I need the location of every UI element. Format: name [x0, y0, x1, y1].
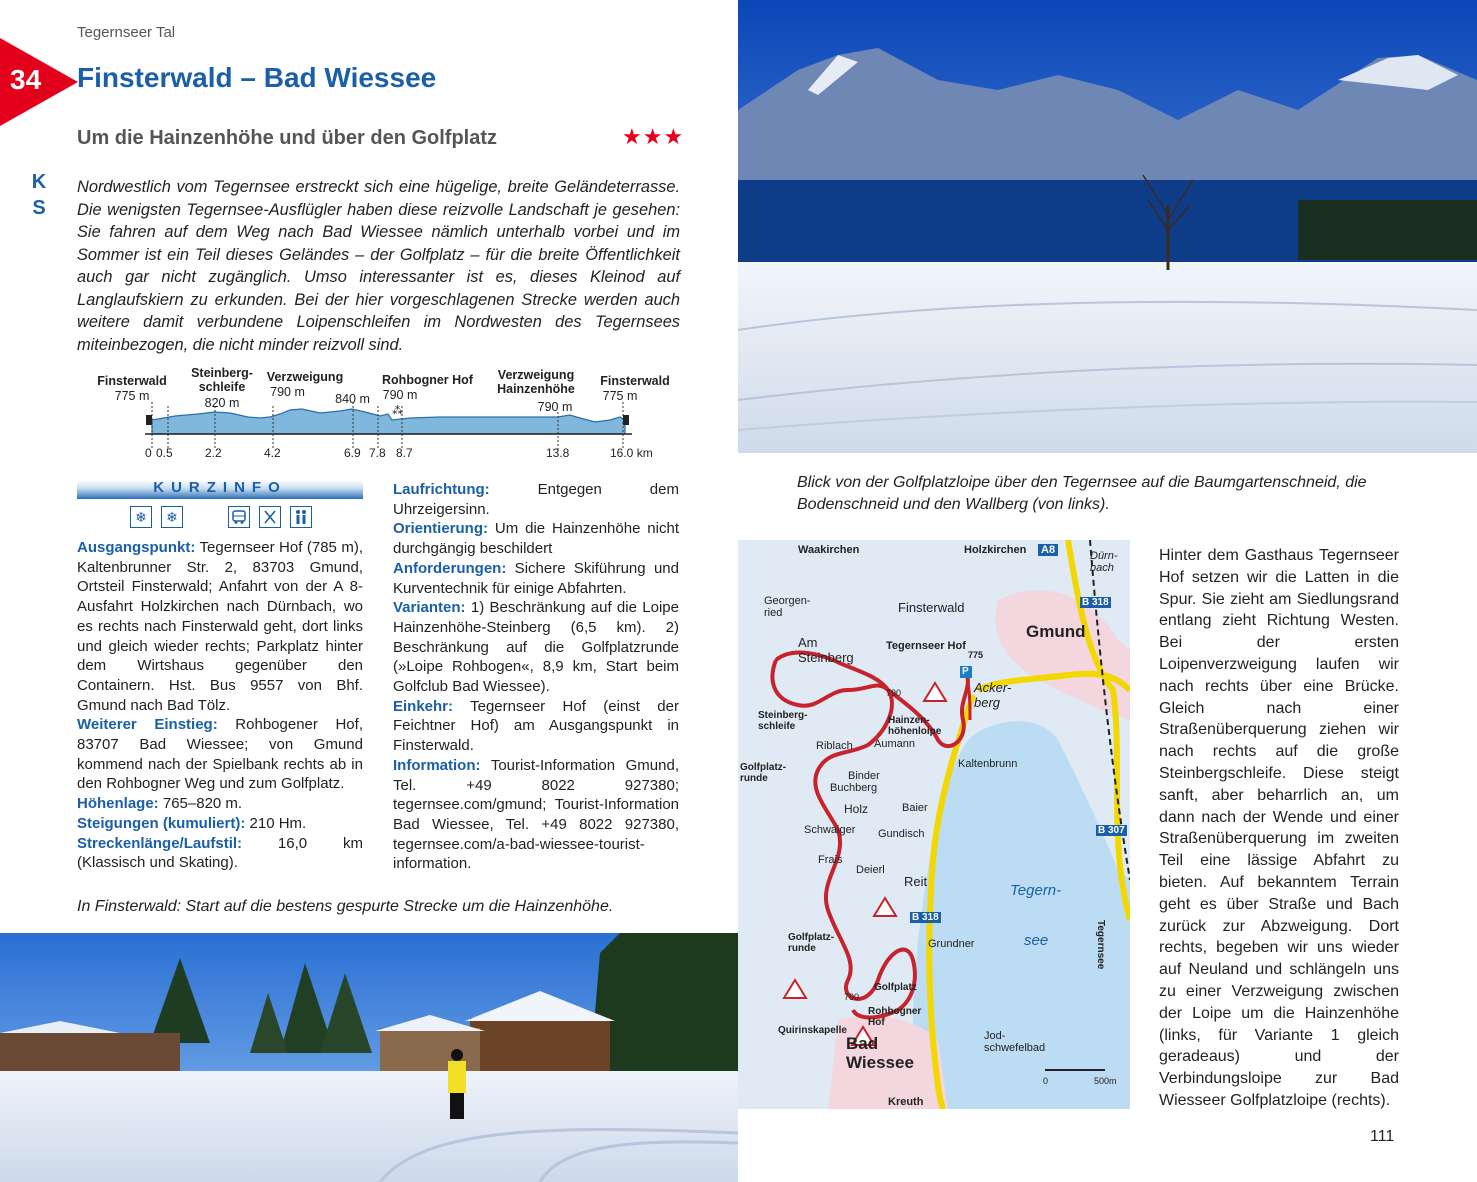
map-label: Quirinskapelle [778, 1025, 847, 1036]
profile-km: 13.8 [546, 446, 570, 460]
map-label: 775 [968, 650, 984, 660]
top-photo-caption: Blick von der Golfplatzloipe über den Tegernsee auf die Baumgartenschneid, die Bodenschneid und den Wallberg (von links). [797, 474, 1367, 513]
page-number: 111 [1370, 1128, 1395, 1145]
snowflake-icon: ❄ [161, 506, 183, 528]
map-label: Gundisch [878, 828, 925, 840]
kurzinfo-left-column [77, 538, 363, 873]
map-label: Rohbogner Hof [868, 1006, 922, 1028]
map-label: 500m [1094, 1076, 1117, 1086]
kurzinfo-heading: KURZINFO [153, 479, 287, 496]
elevation-profile [80, 362, 680, 462]
map-label: Golfplatz- runde [788, 932, 835, 954]
page-title: Finsterwald – Bad Wiessee [77, 62, 437, 93]
profile-km: 0.5 [156, 446, 173, 460]
profile-km: 7.8 [369, 446, 386, 460]
map-label: Kaltenbrunn [958, 758, 1018, 770]
map-label: Buchberg [830, 782, 878, 794]
profile-km: 8.7 [396, 446, 413, 460]
map-label: Golfplatz- runde [740, 762, 787, 784]
map-label: 790 [844, 992, 860, 1002]
map-label: Dürn- bach [1090, 550, 1118, 574]
profile-waypoint-alt: 790 m [537, 400, 573, 414]
tour-number: 34 [10, 64, 42, 95]
map-label: Tegernsee [1095, 920, 1106, 970]
page-subtitle: Um die Hainzenhöhe und über den Golfplatz [77, 127, 498, 149]
profile-waypoint-alt: 775 m [114, 389, 150, 403]
map-label: Tegern- [1010, 882, 1062, 899]
profile-waypoint-name: Verzweigung [266, 370, 344, 384]
map-label: Hainzen- höhenloipe [888, 715, 942, 737]
map-label: Jod- schwefelbad [984, 1030, 1046, 1054]
map-label: Gmund [1026, 622, 1086, 641]
profile-waypoint-name: Finsterwald [97, 374, 167, 388]
profile-waypoint-alt: 840 m [335, 392, 370, 406]
map-label: Golfplatz [874, 982, 917, 993]
info-entry: Ausgangspunkt: Tegernseer Hof (785 m), Kaltenbrunner Str. 2, 83703 Gmund, Ortsteil Finsterwald; Anfahrt von der A 8- Ausfahrt Holzkirchen nach Dürnbach, wo es rechts nach Finsterwald geht, dort links und gleich wieder rechts; Parkplatz hinter dem Wirtshaus gegenüber den Containern. Hst. Bus 9557 von Bhf. Gmund nach Bad Tölz. [77, 539, 363, 714]
skier-photo [0, 933, 738, 1182]
profile-waypoint-name: Rohbogner Hof [382, 373, 473, 387]
map-label: P [962, 666, 969, 677]
profile-waypoint-name: Verzweigung Hainzenhöhe [497, 368, 575, 396]
map-label: Schwaiger [804, 824, 856, 836]
bus-icon [228, 506, 250, 528]
profile-km: 6.9 [344, 446, 361, 460]
info-entry: Varianten: 1) Beschränkung auf die Loipe Hainzenhöhe-Steinberg (6,5 km). 2) Beschränkung auf die Golfplatzrunde (»Loipe Rohbogen«, 8,9 km, Start beim Golfclub Bad Wiessee). [393, 599, 679, 696]
map-label: B 318 [1082, 597, 1109, 608]
tech-letter-k: K [31, 171, 47, 193]
profile-waypoint-name: Finsterwald [600, 374, 670, 388]
profile-km: 0 [145, 446, 152, 460]
map-label: Reit [904, 874, 928, 889]
map-label: 790 [886, 688, 902, 698]
map-label: Tegernseer Hof [886, 640, 966, 652]
intro-paragraph: Nordwestlich vom Tegernsee erstreckt sich eine hügelige, breite Geländeterrasse. Die wenigsten Tegernsee-Ausflügler haben diese reizvolle Landschaft je gesehen: Sie fahren auf dem Weg nach Bad Wiessee nämlich unterhalb vorbei und im Sommer ist ein Teil dieses Geländes – der Golfplatz – für die breite Öffentlichkeit auch gar nicht zugänglich. Umso interessanter ist es, dieses Kleinod auf Langlaufskiern zu erkunden. Bei der hier vorgeschlagenen Strecke werden auch weitere damit verbundene Loipenschleifen im Nordwesten des Tegernsees miteinbezogen, die nicht minder reizvoll sind. [77, 178, 680, 354]
info-entry: Laufrichtung: Entgegen dem Uhrzeigersinn. [393, 481, 679, 518]
info-entry: Anforderungen: Sichere Skiführung und Kurventechnik für einige Abfahrten. [393, 559, 679, 597]
map-label: Holz [844, 802, 869, 816]
map-label: A8 [1038, 544, 1058, 556]
map-label: Riblach [816, 740, 853, 752]
tech-letter-s: S [32, 197, 46, 219]
profile-km: 4.2 [264, 446, 281, 460]
map-label: Waakirchen [798, 544, 860, 556]
bottom-photo-caption: In Finsterwald: Start auf die bestens gespurte Strecke um die Hainzenhöhe. [77, 898, 614, 915]
section-label: Tegernseer Tal [77, 24, 176, 41]
route-map [738, 540, 1130, 1109]
restaurant-icon [259, 506, 281, 528]
svg-text:⁂: ⁂ [392, 405, 403, 417]
profile-waypoint-name: Steinberg- schleife [191, 366, 253, 394]
map-label: B 318 [912, 912, 939, 923]
map-label: Binder [848, 770, 880, 782]
map-label: Aumann [874, 738, 915, 750]
map-label: see [1024, 932, 1049, 949]
info-entry: Steigungen (kumuliert): 210 Hm. [77, 814, 307, 832]
map-label: Steinberg- schleife [758, 710, 808, 732]
map-label: Kreuth [888, 1096, 924, 1108]
profile-waypoint-alt: 820 m [204, 396, 240, 410]
map-label: 0 [1043, 1076, 1049, 1086]
profile-waypoint-alt: 790 m [270, 385, 305, 399]
route-description: Hinter dem Gasthaus Tegernseer Hof setzen wir die Latten in die Spur. Sie zieht am Siedlungsrand entlang zieht Richtung Westen. Bei der ersten Loipenverzweigung laufen wir nach rechts über eine Brücke. Gleich nach einer Straßenüberquerung ziehen wir nach rechts auf die große Steinbergschleife. Diese steigt sanft, aber beharrlich an, um dann nach der Wende und einer Straßenüberquerung im zweiten Teil eine lässige Abfahrt zu bieten. Auf bekanntem Terrain geht es über Straße und Bach zurück zur Abzweigung. Dort rechts, begeben wir uns wieder auf Neuland und schlängeln uns zu einer Verzweigung zwischen der Loipe um die Hainzenhöhe (links, für Variante 1 gleich geradeaus) und der Verbindungsloipe zur Bad Wiesseer Golfplatzloipe (rechts). [1159, 547, 1399, 1109]
map-label: Holzkirchen [964, 544, 1027, 556]
map-label: Deierl [856, 864, 885, 876]
map-label: Baier [902, 802, 928, 814]
map-label: Bad Wiessee [846, 1034, 914, 1072]
family-icon [290, 506, 312, 528]
map-label: B 307 [1098, 825, 1125, 836]
tegernsee-photo [738, 0, 1477, 453]
map-label: Frais [818, 854, 843, 866]
map-label: Grundner [928, 938, 975, 950]
profile-waypoint-alt: 775 m [602, 389, 638, 403]
info-entry: Orientierung: Um die Hainzenhöhe nicht durchgängig beschildert [393, 520, 679, 558]
profile-km: 2.2 [205, 446, 222, 460]
info-entry: Streckenlänge/Laufstil: 16,0 km (Klassisch und Skating). [77, 834, 363, 872]
map-label: Acker- berg [974, 680, 1012, 710]
info-entry: Einkehr: Tegernseer Hof (einst der Feichtner Hof) am Ausgangspunkt in Finsterwald. [393, 697, 679, 755]
profile-km: 16.0 km [610, 446, 653, 460]
info-entry: Weiterer Einstieg: Rohbogener Hof, 83707 Bad Wiessee; von Gmund kommend nach der Spielbank rechts ab in den Rohbogner Weg und zum Golfplatz. [77, 716, 363, 793]
info-entry: Information: Tourist-Information Gmund, Tel. +49 8022 927380; tegernsee.com/gmund; Tourist-Information Bad Wiessee, Tel. +49 8022 927380, tegernsee.com/a-bad-wiessee-tourist-information. [393, 756, 679, 873]
profile-waypoint-alt: 790 m [382, 388, 418, 402]
difficulty-stars: ★★★ [622, 124, 685, 149]
kurzinfo-right-column [393, 480, 679, 874]
info-entry: Höhenlage: 765–820 m. [77, 795, 243, 813]
map-label: Finsterwald [898, 600, 965, 615]
map-label: Am Steinberg [798, 635, 854, 665]
map-label: Georgen- ried [764, 595, 811, 619]
snowflake-icon: ❄ [130, 506, 152, 528]
